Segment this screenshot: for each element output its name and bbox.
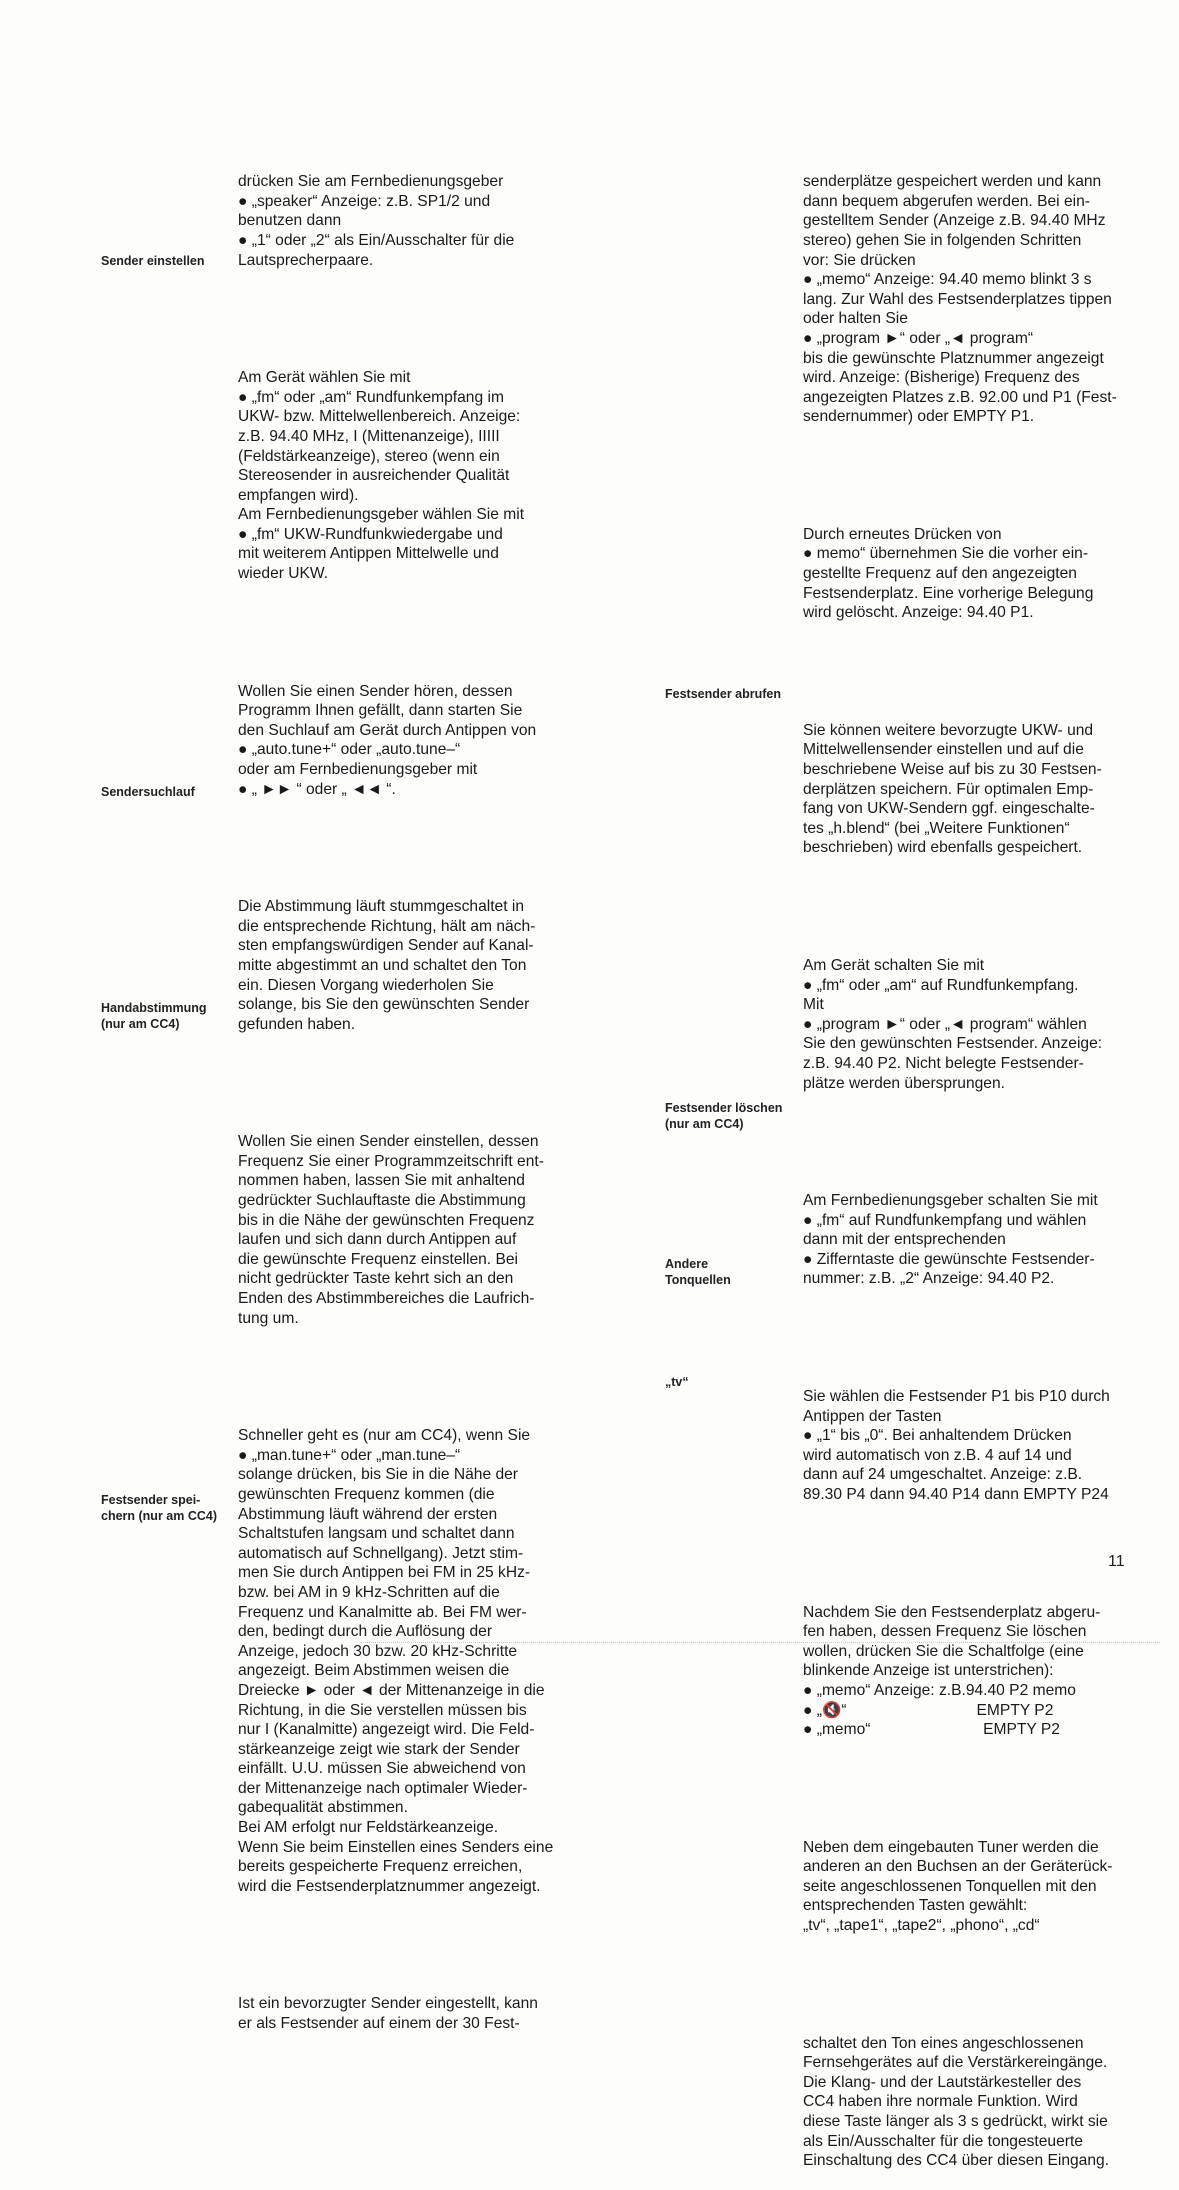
paragraph-tv: schaltet den Ton eines angeschlossenen Fernsehgerätes auf die Verstärkereingänge. Die Klang- und der Lautstärkesteller des CC4 haben ihre normale Funktion. Wird diese Taste länger als 3 s gedrückt, wirkt sie als Ein/Ausschalter für die tongesteuerte Einschaltung des CC4 über diesen Eingang. xyxy=(803,2034,1110,2170)
label-tv: „tv“ xyxy=(665,1375,689,1389)
paragraph-speaker: drücken Sie am Fernbedienungsgeber ● „speaker“ Anzeige: z.B. SP1/2 und benutzen dann ● „1“ oder „2“ als Ein/Ausschalter für die Lautsprecherpaare. xyxy=(238,173,515,269)
paragraph-festsender-abrufen-geraet: Am Gerät schalten Sie mit ● „fm“ oder „am“ auf Rundfunkempfang. Mit ● „program ►“ oder „◄ program“ wählen Sie den gewünschten Festsender. Anzeige: z.B. 94.40 P2. Nicht belegte Festsender- plätze werden übersprungen. xyxy=(803,956,1103,1092)
paragraph-festsender-loeschen: Nachdem Sie den Festsenderplatz abgeru- fen haben, dessen Frequenz Sie löschen wollen, drücken Sie die Schaltfolge (eine blinkende Anzeige ist unterstrichen): ● „memo“ Anzeige: z.B.94.40 P2 memo ● „🔇“ EMPTY P2 ● „memo“ EMPTY P2 xyxy=(803,1603,1101,1739)
label-andere-tonquellen: Andere Tonquellen xyxy=(665,1257,731,1287)
paragraph-abstimmung: Die Abstimmung läuft stummgeschaltet in die entsprechende Richtung, hält am näch- sten empfangswürdigen Sender auf Kanal- mitte abgestimmt an und schaltet den Ton ein. Diesen Vorgang wiederholen Sie solange, bis Sie den gewünschten Sender gefunden haben. xyxy=(238,898,536,1033)
label-sendersuchlauf: Sendersuchlauf xyxy=(101,785,195,799)
paragraph-festsender-speichern: Ist ein bevorzugter Sender eingestellt, kann er als Festsender auf einem der 30 Fest- xyxy=(238,1995,538,2032)
paragraph-sender-einstellen: Am Gerät wählen Sie mit ● „fm“ oder „am“ Rundfunkempfang im UKW- bzw. Mittelwellenbereich. Anzeige: z.B. 94.40 MHz, I (Mittenanzeige), IIIII (Feldstärkeanzeige), stereo (wenn ein Stereosender in ausreichender Qualität empfangen wird). Am Fernbedienungsgeber wählen Sie mit ● „fm“ UKW-Rundfunkwiedergabe und mit weiterem Antippen Mittelwelle und wieder UKW. xyxy=(238,369,525,583)
page-number: 11 xyxy=(1108,1553,1125,1570)
paragraph-suchlauf-start: Wollen Sie einen Sender hören, dessen Programm Ihnen gefällt, dann starten Sie den Suchlauf am Gerät durch Antippen von ● „auto.tune+“ oder „auto.tune–“ oder am Fernbedienungsgeber mit ● „ ►► “ oder „ ◄◄ “. xyxy=(238,682,537,798)
label-festsender-speichern: Festsender spei- chern (nur am CC4) xyxy=(101,1493,217,1523)
paragraph-handabstimmung: Schneller geht es (nur am CC4), wenn Sie ● „man.tune+“ oder „man.tune–“ solange drücken, bis Sie in die Nähe der gewünschten Frequenz kommen (die Abstimmung läuft während der ersten Schaltstufen langsam und schaltet dann automatisch auf Schnellgang). Jetzt stim- men Sie durch Antippen bei FM in 25 kHz- bzw. bei AM in 9 kHz-Schritten auf die Frequenz und Kanalmitte ab. Bei FM wer- den, bedingt durch die Auflösung der Anzeige, jedoch 30 bzw. 20 kHz-Schritte angezeigt. Beim Abstimmen weisen die Dreiecke ► oder ◄ der Mittenanzeige in die Richtung, in die Sie verstellen müssen bis nur I (Kanalmitte) angezeigt wird. Die Feld- stärkeanzeige zeigt wie stark der Sender einfällt. U.U. müssen Sie abweichend von der Mittenanzeige nach optimaler Wieder- gabequalität abstimmen. Bei AM erfolgt nur Feldstärkeanzeige. Wenn Sie beim Einstellen eines Senders eine bereits gespeicherte Frequenz erreichen, wird die Festsenderplatznummer angezeigt. xyxy=(238,1427,554,1895)
paragraph-senderplaetze: senderplätze gespeichert werden und kann dann bequem abgerufen werden. Bei ein- gestelltem Sender (Anzeige z.B. 94.40 MHz stereo) gehen Sie in folgenden Schritten vor: Sie drücken ● „memo“ Anzeige: 94.40 memo blinkt 3 s lang. Zur Wahl des Festsenderplatzes tippen oder halten Sie ● „program ►“ oder „◄ program“ bis die gewünschte Platznummer angezeigt wird. Anzeige: (Bisherige) Frequenz des angezeigten Platzes z.B. 92.00 und P1 (Fest- sendernummer) oder EMPTY P1. xyxy=(803,173,1117,426)
paragraph-festsender-abrufen-fernbedienung: Am Fernbedienungsgeber schalten Sie mit ● „fm“ auf Rundfunkempfang und wählen dann mit der entsprechenden ● Zifferntaste die gewünschte Festsender- nummer: z.B. „2“ Anzeige: 94.40 P2. xyxy=(803,1192,1098,1288)
paragraph-weitere-sender: Sie können weitere bevorzugte UKW- und Mittelwellensender einstellen und auf die beschriebene Weise auf bis zu 30 Festsen- derplätzen speichern. Für optimalen Emp- fang von UKW-Sendern ggf. eingeschalte- tes „h.blend“ (bei „Weitere Funktionen“ beschrieben) wird ebenfalls gespeichert. xyxy=(803,721,1102,857)
paragraph-memo-uebernehmen: Durch erneutes Drücken von ● memo“ übernehmen Sie die vorher ein- gestellte Frequenz auf den angezeigten Festsenderplatz. Eine vorherige Belegung wird gelöscht. Anzeige: 94.40 P1. xyxy=(803,525,1094,622)
scan-artifact-line xyxy=(360,1642,1160,1644)
label-festsender-loeschen: Festsender löschen (nur am CC4) xyxy=(665,1101,783,1131)
paragraph-sendersuchlauf: Wollen Sie einen Sender einstellen, dessen Frequenz Sie einer Programmzeitschrift ent- nommen haben, lassen Sie mit anhaltend gedrückter Suchlauftaste die Abstimmung bis in die Nähe der gewünschten Frequenz laufen und sich dann durch Antippen auf die gewünschte Frequenz einstellen. Bei nicht gedrückter Taste kehrt sich an den Enden des Abstimmbereiches die Laufrich- tung um. xyxy=(238,1133,544,1327)
paragraph-andere-tonquellen: Neben dem eingebauten Tuner werden die anderen an den Buchsen an der Geräterück- seite angeschlossenen Tonquellen mit den entsprechenden Tasten gewählt: „tv“, „tape1“, „tape2“, „phono“, „cd“ xyxy=(803,1838,1113,1935)
paragraph-festsender-p1-p10: Sie wählen die Festsender P1 bis P10 durch Antippen der Tasten ● „1“ bis „0“. Bei anhaltendem Drücken wird automatisch von z.B. 4 auf 14 und dann auf 24 umgeschaltet. Anzeige: z.B. 89.30 P4 dann 94.40 P14 dann EMPTY P24 xyxy=(803,1388,1110,1503)
label-sender-einstellen: Sender einstellen xyxy=(101,254,205,268)
right-column xyxy=(803,133,1148,2190)
left-column xyxy=(238,133,583,2053)
label-festsender-abrufen: Festsender abrufen xyxy=(665,687,782,701)
label-handabstimmung: Handabstimmung (nur am CC4) xyxy=(101,1001,207,1031)
